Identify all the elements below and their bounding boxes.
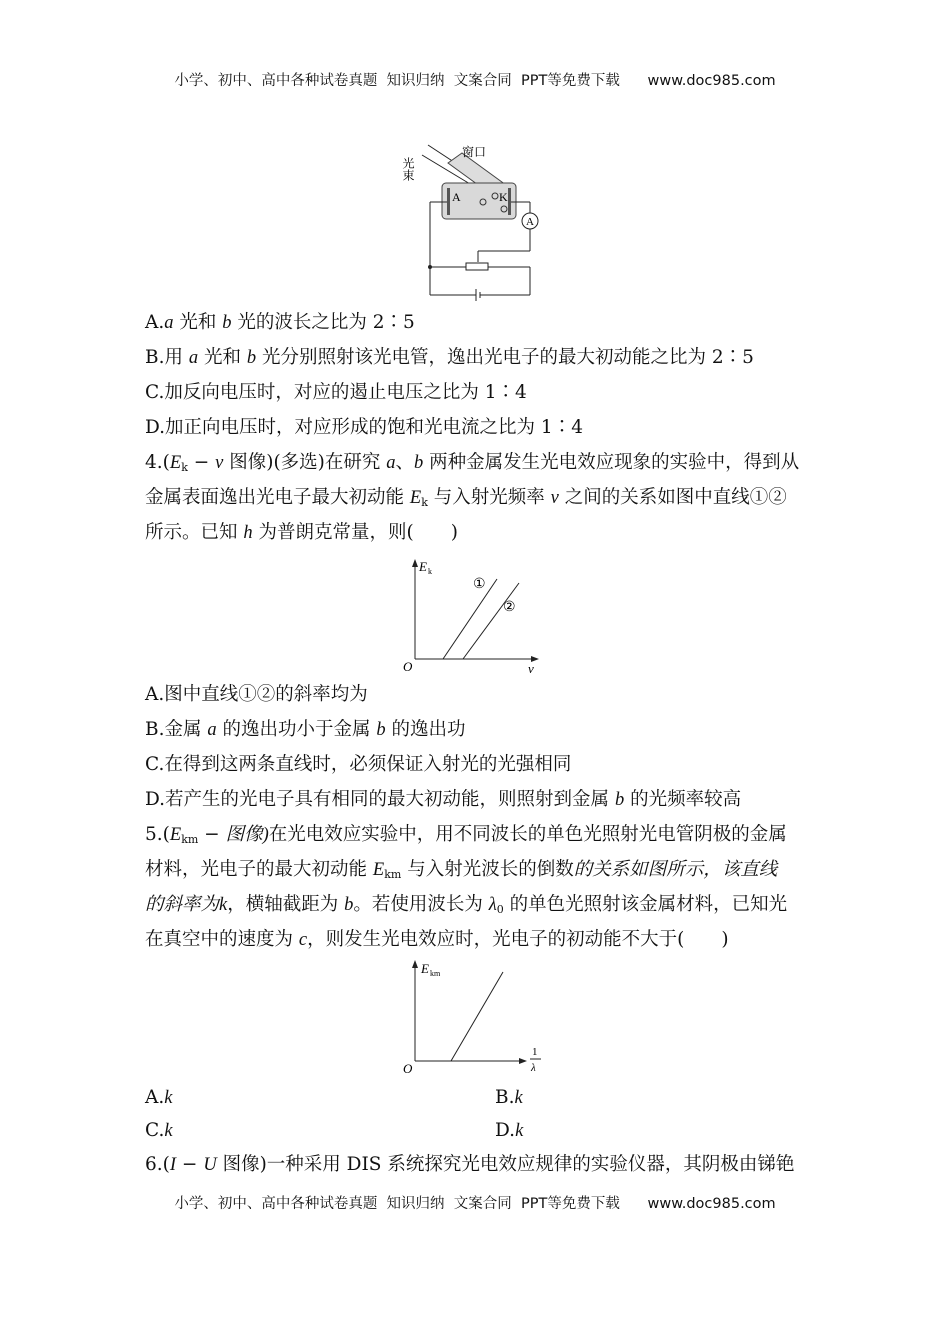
text-segment: 6.( xyxy=(145,1154,170,1175)
x-axis-denominator: λ xyxy=(531,1062,536,1074)
text-segment: km xyxy=(181,833,199,846)
text-segment: B.用 xyxy=(145,347,189,368)
text-segment: b xyxy=(376,720,386,740)
line-1-label: ① xyxy=(473,577,486,592)
text-segment: k xyxy=(515,1121,524,1141)
origin-label: O xyxy=(403,659,413,674)
text-segment: λ xyxy=(488,895,497,915)
page-header: 小学、初中、高中各种试卷真题 知识归纳 文案合同 PPT等免费下载 www.doc985.com xyxy=(174,73,776,89)
text-segment: 4.( xyxy=(145,452,170,473)
q4-option-1 xyxy=(145,683,368,707)
text-segment: 所示。已知 xyxy=(145,522,244,543)
text-segment: b xyxy=(614,790,625,810)
text-segment: 0 xyxy=(496,903,504,916)
text-segment: k xyxy=(219,895,228,915)
text-segment: v xyxy=(550,488,559,508)
q3-option-2 xyxy=(145,346,754,370)
text-segment: − xyxy=(187,452,216,473)
photoelectric-circuit-diagram xyxy=(400,135,550,305)
text-segment: 光的波长之比为 2∶5 xyxy=(231,312,415,333)
text-segment: B. xyxy=(495,1087,515,1108)
text-segment: 与入射光频率 xyxy=(427,487,551,508)
text-segment: 之间的关系如图中直线①② xyxy=(558,487,787,508)
q5-option-1 xyxy=(145,1086,172,1110)
q4-option-2 xyxy=(145,718,466,742)
text-segment: 光分别照射该光电管，逸出光电子的最大初动能之比为 2∶5 xyxy=(256,347,754,368)
q3-option-1 xyxy=(145,311,415,335)
text-segment: 两种金属发生光电效应现象的实验中，得到从 xyxy=(423,452,800,473)
text-segment: 材料，光电子的最大初动能 xyxy=(145,859,373,880)
origin-label: O xyxy=(403,1061,413,1076)
text-segment: A.图中直线①②的斜率均为 xyxy=(145,684,368,705)
text-segment: a xyxy=(188,348,199,368)
text-segment: E xyxy=(169,453,182,473)
text-segment: 图像)(多选)在研究 xyxy=(223,452,387,473)
text-segment: h xyxy=(243,523,253,543)
text-segment: 的斜率为 xyxy=(145,895,220,915)
q5-stem-line-4 xyxy=(145,928,729,952)
text-segment: k xyxy=(514,1088,523,1108)
text-segment: 图像) xyxy=(225,825,269,845)
text-segment: k xyxy=(164,1121,173,1141)
text-segment: U xyxy=(203,1155,217,1175)
text-segment: c xyxy=(298,930,308,950)
text-segment: 。若使用波长为 xyxy=(353,894,489,915)
text-segment: 在光电效应实验中，用不同波长的单色光照射光电管阴极的金属 xyxy=(268,824,787,845)
text-segment: I xyxy=(169,1155,177,1175)
text-segment: D.加正向电压时，对应形成的饱和光电流之比为 1∶4 xyxy=(145,417,583,438)
y-axis-label: E xyxy=(419,559,427,574)
line-1 xyxy=(443,579,497,659)
text-segment: v xyxy=(215,453,224,473)
ek-v-graph xyxy=(395,555,545,675)
cathode-label: K xyxy=(499,190,508,204)
text-segment: k xyxy=(421,496,428,509)
text-segment: k xyxy=(164,1088,173,1108)
text-segment: − xyxy=(176,1154,204,1175)
page-footer: 小学、初中、高中各种试卷真题 知识归纳 文案合同 PPT等免费下载 www.doc985.com xyxy=(174,1196,776,1212)
text-segment: km xyxy=(384,868,402,881)
text-segment: 5.( xyxy=(145,824,170,845)
text-segment: 、 xyxy=(395,452,415,473)
text-segment: b xyxy=(246,348,257,368)
text-segment: C. xyxy=(145,1120,165,1141)
text-segment: 的单色光照射该金属材料，已知光 xyxy=(503,894,788,915)
text-segment: 的关系如图所示，该直线 xyxy=(573,860,778,880)
text-segment: − xyxy=(198,824,226,845)
q5-stem-line-3 xyxy=(145,893,787,922)
text-segment: D. xyxy=(495,1120,516,1141)
ekm-line xyxy=(451,972,503,1061)
text-segment: A. xyxy=(145,312,165,333)
text-segment: D.若产生的光电子具有相同的最大初动能，则照射到金属 xyxy=(145,789,615,810)
text-segment: a xyxy=(386,453,396,473)
q5-option-2 xyxy=(495,1086,523,1110)
ammeter-label: A xyxy=(526,216,534,228)
text-segment: 图像)一种采用 DIS 系统探究光电效应规律的实验仪器，其阴极由锑铯 xyxy=(216,1154,795,1175)
text-segment: b xyxy=(414,453,424,473)
text-segment: B.金属 xyxy=(145,719,208,740)
q4-option-3 xyxy=(145,753,571,777)
text-segment: A. xyxy=(145,1087,165,1108)
text-segment: C.加反向电压时，对应的遏止电压之比为 1∶4 xyxy=(145,382,527,403)
text-segment: E xyxy=(409,488,422,508)
q4-option-4 xyxy=(145,788,741,812)
line-2-label: ② xyxy=(503,600,516,615)
text-segment: 为普朗克常量，则( ) xyxy=(252,522,458,543)
y-axis-sub: k xyxy=(428,567,432,576)
ekm-inverse-lambda-graph xyxy=(395,955,555,1080)
text-segment: 光和 xyxy=(173,312,223,333)
q5-stem-line-1 xyxy=(145,823,787,852)
q5-option-4 xyxy=(495,1119,523,1143)
line-2 xyxy=(463,583,519,659)
window-label: 窗口 xyxy=(462,145,487,159)
text-segment: 在真空中的速度为 xyxy=(145,929,299,950)
text-segment: E xyxy=(169,825,182,845)
text-segment: b xyxy=(344,895,354,915)
text-segment: C.在得到这两条直线时，必须保证入射光的光强相同 xyxy=(145,754,572,775)
anode-label: A xyxy=(452,190,461,204)
x-axis-numerator: 1 xyxy=(532,1046,538,1058)
q6-stem-line-1 xyxy=(145,1153,794,1177)
q3-option-4 xyxy=(145,416,583,440)
q5-stem-line-2 xyxy=(145,858,777,887)
text-segment: 的逸出功 xyxy=(385,719,466,740)
text-segment: 金属表面逸出光电子最大初动能 xyxy=(145,487,410,508)
text-segment: 的光频率较高 xyxy=(624,789,742,810)
text-segment: ，横轴截距为 xyxy=(227,894,345,915)
text-segment: 的逸出功小于金属 xyxy=(216,719,377,740)
beam-label: 光束 xyxy=(401,157,415,181)
q3-option-3 xyxy=(145,381,527,405)
y-axis-sub: km xyxy=(430,969,441,978)
q5-option-3 xyxy=(145,1119,173,1143)
q4-stem-line-3 xyxy=(145,521,458,545)
text-segment: a xyxy=(207,720,217,740)
x-axis-label: v xyxy=(528,661,534,675)
text-segment: 与入射光波长的倒数 xyxy=(401,859,574,880)
text-segment: a xyxy=(164,313,174,333)
q4-stem-line-1 xyxy=(145,451,799,480)
text-segment: 光和 xyxy=(198,347,247,368)
text-segment: E xyxy=(372,860,385,880)
y-axis-label: E xyxy=(421,961,429,976)
text-segment: ，则发生光电效应时，光电子的初动能不大于( ) xyxy=(307,929,729,950)
text-segment: k xyxy=(181,461,188,474)
text-segment: b xyxy=(222,313,232,333)
q4-stem-line-2 xyxy=(145,486,787,515)
